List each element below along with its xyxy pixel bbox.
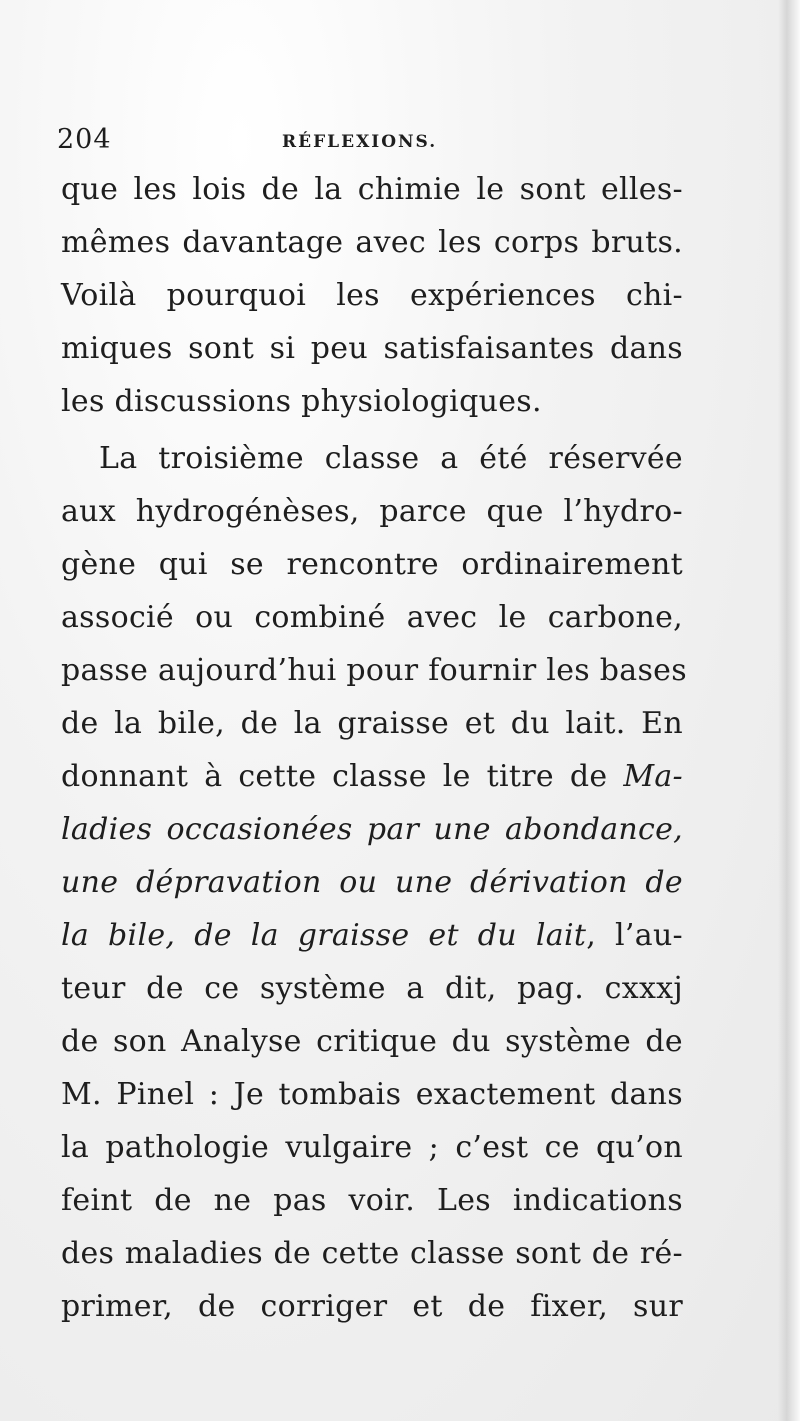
text-line: de son Analyse critique du système de <box>61 1024 683 1059</box>
page-edge-shadow <box>778 0 800 1421</box>
text-line: primer, de corriger et de fixer, sur <box>61 1289 683 1324</box>
running-head <box>57 124 697 160</box>
running-title: RÉFLEXIONS. <box>282 132 438 152</box>
body-text <box>61 163 687 1333</box>
text-line-italic: ladies occasionées par une abondance, <box>61 812 683 847</box>
text-line: Voilà pourquoi les expériences chi- <box>61 278 683 313</box>
text-line: associé ou combiné avec le carbone, <box>61 600 683 635</box>
text-line: la pathologie vulgaire ; c’est ce qu’on <box>61 1130 683 1165</box>
text-line-italic: une dépravation ou une dérivation de <box>61 865 683 900</box>
text-line: mêmes davantage avec les corps bruts. <box>61 225 683 260</box>
text-segment: , l’au- <box>586 918 683 953</box>
italic-segment: Ma- <box>623 759 683 794</box>
text-line: miques sont si peu satisfaisantes dans <box>61 331 683 366</box>
text-line: aux hydrogénèses, parce que l’hydro- <box>61 494 683 529</box>
text-line: que les lois de la chimie le sont elles- <box>61 172 683 207</box>
text-line-mixed <box>61 909 683 962</box>
text-line: La troisième classe a été réservée <box>99 441 683 476</box>
text-line: les discussions physiologiques. <box>61 384 542 419</box>
text-line: M. Pinel : Je tombais exactement dans <box>61 1077 683 1112</box>
text-segment: donnant à cette classe le titre de <box>61 759 608 794</box>
italic-segment: la bile, de la graisse et du lait <box>61 918 587 953</box>
text-line: gène qui se rencontre ordinairement <box>61 547 683 582</box>
text-line: feint de ne pas voir. Les indications <box>61 1183 683 1218</box>
page-number: 204 <box>57 124 112 155</box>
text-line: passe aujourd’hui pour fournir les bases <box>61 653 687 688</box>
text-line: des maladies de cette classe sont de ré- <box>61 1236 683 1271</box>
text-line: de la bile, de la graisse et du lait. En <box>61 706 683 741</box>
text-line-mixed <box>61 750 683 803</box>
text-line: teur de ce système a dit, pag. cxxxj <box>61 971 683 1006</box>
